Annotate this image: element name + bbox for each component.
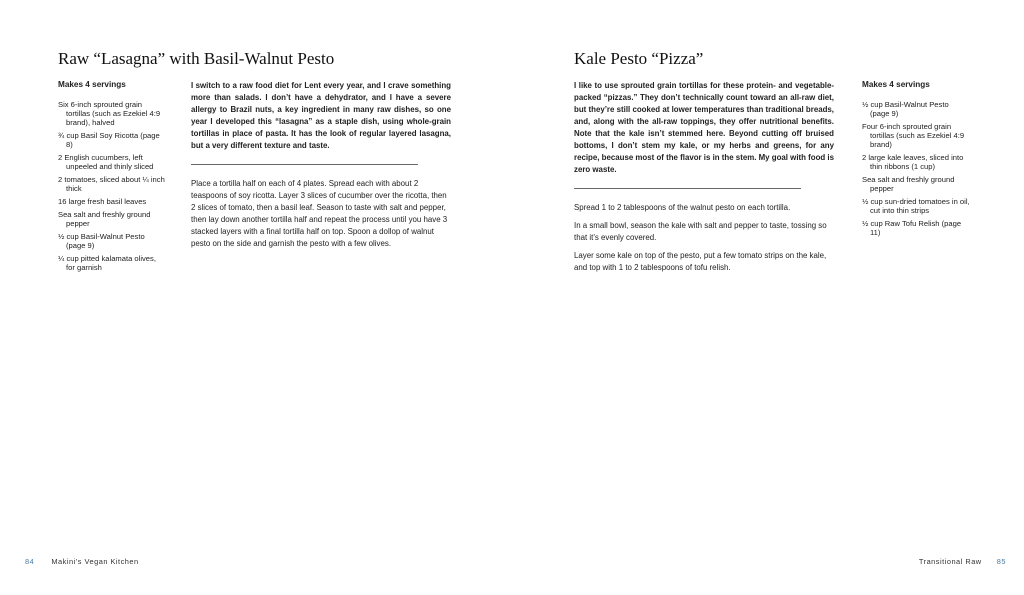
page-footer xyxy=(25,557,139,566)
page-number: 85 xyxy=(996,557,1006,566)
divider xyxy=(191,164,418,165)
method-step: In a small bowl, season the kale with salt and pepper to taste, tossing so that it’s evenly covered. xyxy=(574,221,827,242)
right-page xyxy=(512,0,1024,595)
ingredient-item: ½ cup Raw Tofu Relish (page 11) xyxy=(862,219,962,237)
method-step: Spread 1 to 2 tablespoons of the walnut pesto on each tortilla. xyxy=(574,203,791,212)
recipe-intro: I like to use sprouted grain tortillas for these protein- and vegetable-packed “pizzas.” They don’t technically count toward an all-raw diet, but they’re still cooked at lower temperatures than traditional breads, and, along with the all-raw toppings, they offer nutritional benefits. Note that the kale isn’t stemmed here. Beyond cutting off bruised bottoms, I don’t stem my kale, or my herbs and greens, for any recipe, because most of the flavor is in the stem. My goal with food is zero waste. xyxy=(574,81,835,174)
ingredient-item: Sea salt and freshly ground pepper xyxy=(862,175,955,193)
ingredient-item: ¾ cup Basil Soy Ricotta (page 8) xyxy=(58,131,160,149)
ingredient-item: Four 6-inch sprouted grain tortillas (such as Ezekiel 4:9 brand) xyxy=(862,122,965,149)
ingredient-item: ¼ cup pitted kalamata olives, for garnish xyxy=(58,254,156,272)
ingredient-item: 2 large kale leaves, sliced into thin ribbons (1 cup) xyxy=(862,153,964,171)
recipe-intro: I switch to a raw food diet for Lent every year, and I crave something more than salads. I don’t have a dehydrator, and I have a severe allergy to Brazil nuts, a key ingredient in many raw dishes, so one year I developed this “lasagna” as a staple dish, using whole-grain tortillas in place of pasta. It has the look of regular layered lasagna, but a very different texture and taste. xyxy=(191,81,451,150)
ingredient-item: Six 6-inch sprouted grain tortillas (such as Ezekiel 4:9 brand), halved xyxy=(58,100,161,127)
running-head: Transitional Raw xyxy=(918,557,982,566)
ingredient-item: Sea salt and freshly ground pepper xyxy=(58,210,151,228)
ingredients-column xyxy=(862,80,970,241)
page-footer xyxy=(919,557,1006,566)
divider xyxy=(574,188,801,189)
ingredient-item: 16 large fresh basil leaves xyxy=(58,197,147,206)
method-step: Place a tortilla half on each of 4 plates. Spread each with about 2 teaspoons of soy ricotta. Layer 3 slices of cucumber over the ricotta, then 2 slices of tomato, then a basil leaf. Season to taste with salt and pepper, then lay down another tortilla half and repeat the process until you have 3 stacked layers with a final tortilla half on top. Spoon a dollop of walnut pesto on the side and garnish the pesto with a few olives. xyxy=(191,179,448,248)
ingredients-column xyxy=(58,80,166,276)
servings-label: Makes 4 servings xyxy=(862,80,930,89)
method-column xyxy=(574,80,834,280)
method-step: Layer some kale on top of the pesto, put a few tomato strips on the kale, and top with 1 to 2 tablespoons of tofu relish. xyxy=(574,251,827,272)
running-head: Makini’s Vegan Kitchen xyxy=(51,557,139,566)
ingredient-item: 2 tomatoes, sliced about ¼ inch thick xyxy=(58,175,165,193)
ingredient-item: 2 English cucumbers, left unpeeled and thinly sliced xyxy=(58,153,154,171)
servings-label: Makes 4 servings xyxy=(58,80,126,89)
ingredient-item: ½ cup Basil-Walnut Pesto (page 9) xyxy=(58,232,145,250)
method-column xyxy=(191,80,451,256)
ingredient-item: ½ cup Basil-Walnut Pesto (page 9) xyxy=(862,100,949,118)
ingredient-item: ½ cup sun-dried tomatoes in oil, cut into thin strips xyxy=(862,197,970,215)
recipe-title: Raw “Lasagna” with Basil-Walnut Pesto xyxy=(58,49,335,68)
page-number: 84 xyxy=(25,557,35,566)
recipe-title: Kale Pesto “Pizza” xyxy=(574,49,704,68)
